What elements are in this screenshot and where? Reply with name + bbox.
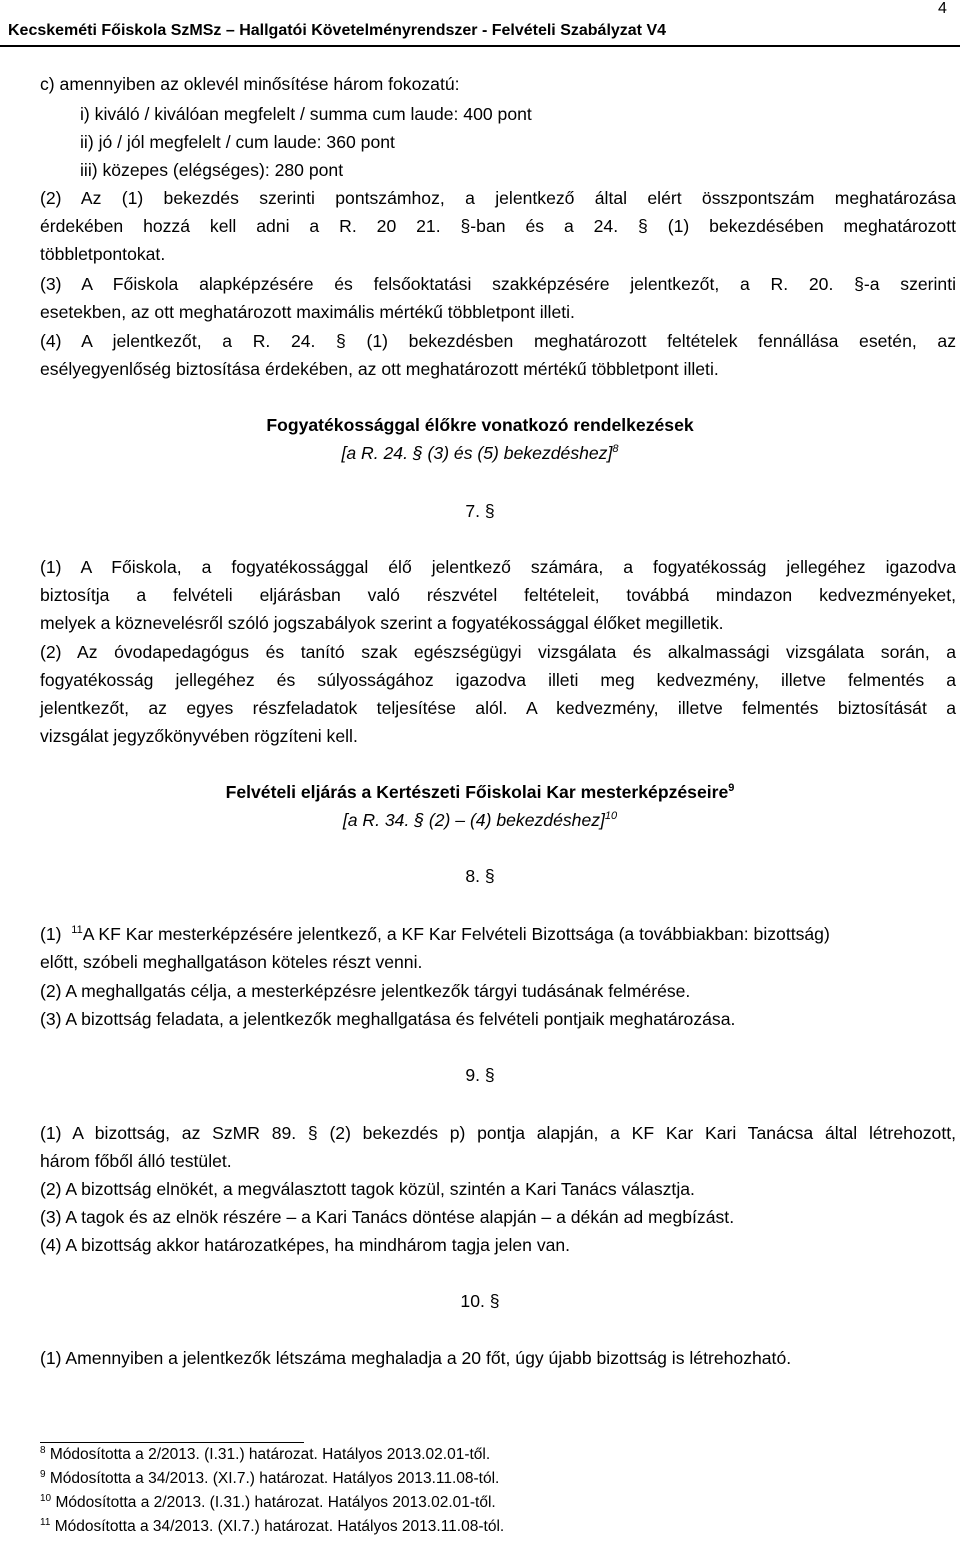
paragraph-c-intro: c) amennyiben az oklevél minősítése három fokozatú: — [40, 74, 460, 94]
paragraph-2-line-3: többletpontokat. — [40, 244, 166, 264]
paragraph-3-line-2: esetekben, az ott meghatározott maximális mértékű többletpont illeti. — [40, 302, 575, 322]
section-8-reference: [a R. 34. § (2) – (4) bekezdéshez]$^{10}$ — [342, 810, 618, 830]
section-8-p2: (2) A meghallgatás célja, a mesterképzésre jelentkezők tárgyi tudásának felmérése. — [40, 981, 691, 1001]
section-8-number: 8. § — [465, 866, 495, 886]
section-8-p3: (3) A bizottság feladata, a jelentkezők meghallgatása és felvételi pontjaik meghatározása. — [40, 1009, 736, 1029]
paragraph-2-line-2: érdekében hozzá kell adni a R. 20 21. §-ban és a 24. § (1) bekezdésében meghatározott — [40, 216, 956, 236]
section-7-p2-line-3: jelentkezőt, az egyes részfeladatok teljesítése alól. A kedvezmény, illetve felmentés biztosítását a — [40, 698, 956, 718]
footnote-ref-8: 8 — [612, 443, 619, 456]
section-7-p1-line-1: (1) A Főiskola, a fogyatékossággal élő jelentkező számára, a fogyatékosság jellegéhez igazodva — [40, 557, 956, 577]
section-10-p1: (1) Amennyiben a jelentkezők létszáma meghaladja a 20 főt, úgy újabb bizottság is létrehozható. — [40, 1348, 792, 1368]
page-header-title: Kecskeméti Főiskola SzMSz – Hallgatói Követelményrendszer - Felvételi Szabályzat V4 — [8, 22, 667, 39]
section-10-number: 10. § — [460, 1291, 500, 1311]
section-9-p4: (4) A bizottság akkor határozatképes, ha mindhárom tagja jelen van. — [40, 1235, 571, 1255]
section-8-p1-line-1: (1) $^{11}$A KF Kar mesterképzésére jelentkező, a KF Kar Felvételi Bizottsága (a továbbiakban: bizottság) — [40, 924, 830, 944]
section-9-number: 9. § — [465, 1065, 495, 1085]
page-number: 4 — [938, 0, 947, 17]
section-9-p2: (2) A bizottság elnökét, a megválasztott tagok közül, szintén a Kari Tanács választja. — [40, 1179, 695, 1199]
footnote-ref-10: 10 — [604, 810, 618, 823]
list-item-c-i: i) kiváló / kiválóan megfelelt / summa cum laude: 400 pont — [80, 104, 532, 124]
footnote-ref-11: 11 — [71, 924, 83, 937]
section-7-p1-line-3: melyek a köznevelésről szóló jogszabályok szerint a fogyatékossággal élőket megilletik. — [40, 613, 724, 633]
section-7-p2-line-4: vizsgálat jegyzőkönyvében rögzíteni kell. — [40, 726, 358, 746]
paragraph-4-line-1: (4) A jelentkezőt, a R. 24. § (1) bekezdésben meghatározott feltételek fennállása esetén, az — [40, 331, 956, 351]
section-9-p1-line-2: három főből álló testület. — [40, 1151, 232, 1171]
footnote-11: $^{11}$ Módosította a 34/2013. (XI.7.) határozat. Hatályos 2013.11.08-tól. — [40, 1516, 505, 1535]
section-8-heading: Felvételi eljárás a Kertészeti Főiskolai Kar mesterképzéseire$^9$ — [225, 782, 735, 802]
section-7-p2-line-1: (2) Az óvodapedagógus és tanító szak egészségügyi vizsgálata és alkalmassági vizsgálata során, a — [40, 642, 956, 662]
section-9-p1-line-1: (1) A bizottság, az SzMR 89. § (2) bekezdés p) pontja alapján, a KF Kar Kari Tanácsa által létrehozott, — [40, 1123, 956, 1143]
list-item-c-iii: iii) közepes (elégséges): 280 pont — [80, 160, 344, 180]
header-divider — [0, 45, 960, 47]
footnote-8: $^8$ Módosította a 2/2013. (I.31.) határozat. Hatályos 2013.02.01-től. — [40, 1444, 491, 1463]
section-9-p3: (3) A tagok és az elnök részére – a Kari Tanács döntése alapján – a dékán ad megbízást. — [40, 1207, 735, 1227]
section-7-p2-line-2: fogyatékosság jellegéhez és súlyosságához igazodva illeti meg kedvezmény, illetve felmentés a — [40, 670, 956, 690]
section-7-reference: [a R. 24. § (3) és (5) bekezdéshez]$^8$ — [341, 443, 619, 463]
section-7-number: 7. § — [465, 501, 495, 521]
section-7-heading: Fogyatékossággal élőkre vonatkozó rendelkezések — [266, 415, 694, 435]
section-8-p1-line-2: előtt, szóbeli meghallgatáson köteles részt venni. — [40, 952, 423, 972]
section-7-p1-line-2: biztosítja a felvételi eljárásban való részvétel feltételeit, továbbá mindazon kedvezményeket, — [40, 585, 956, 605]
footnote-ref-9: 9 — [728, 782, 735, 795]
paragraph-3-line-1: (3) A Főiskola alapképzésére és felsőoktatási szakképzésére jelentkezőt, a R. 20. §-a szerinti — [40, 274, 956, 294]
list-item-c-ii: ii) jó / jól megfelelt / cum laude: 360 pont — [80, 132, 395, 152]
footnote-9: $^9$ Módosította a 34/2013. (XI.7.) határozat. Hatályos 2013.11.08-tól. — [40, 1468, 500, 1487]
footnote-10: $^{10}$ Módosította a 2/2013. (I.31.) határozat. Hatályos 2013.02.01-től. — [40, 1492, 496, 1511]
paragraph-2-line-1: (2) Az (1) bekezdés szerinti pontszámhoz, a jelentkező által elért összpontszám meghatározása — [40, 188, 956, 208]
paragraph-4-line-2: esélyegyenlőség biztosítása érdekében, az ott meghatározott mértékű többletpont illeti. — [40, 359, 719, 379]
